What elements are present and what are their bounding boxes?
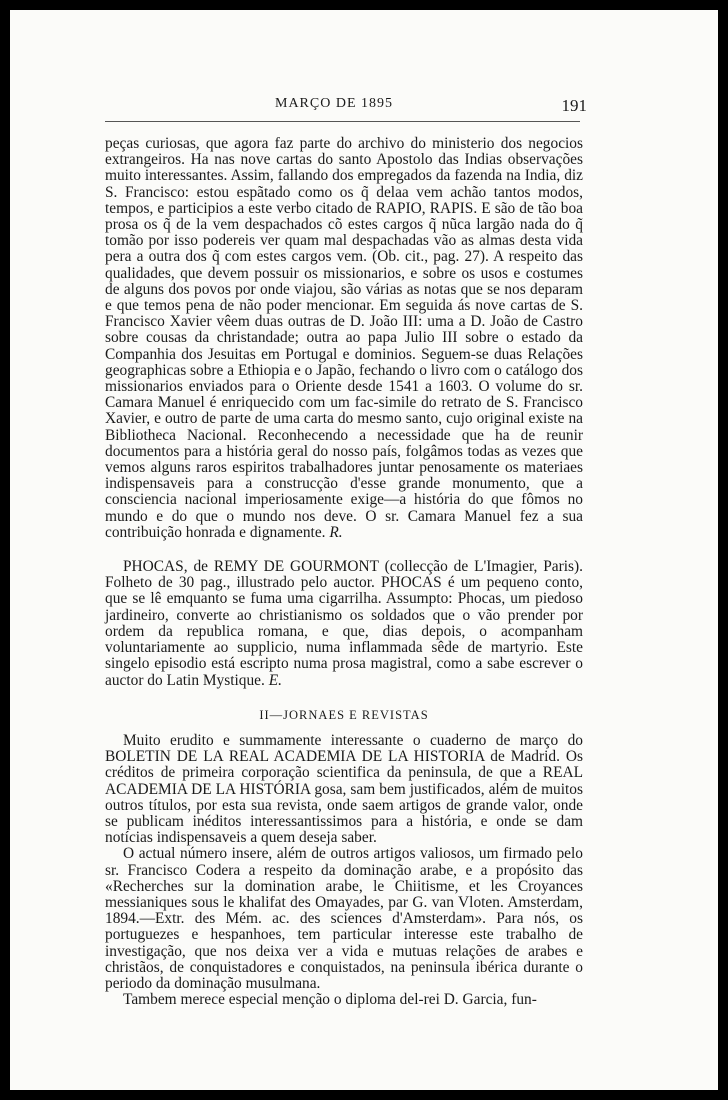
paragraph: Tambem merece especial menção o diploma del-rei D. Garcia, fun- bbox=[123, 991, 537, 1009]
review-text: peças curiosas, que agora faz parte do archivo do ministerio dos negocios extrangeiros. Ha nas nove cartas do santo Apostolo das Indias observações muito interessantes. Assim, fallando dos empregados da fazenda na India, diz S. Francisco: estou espãtado como os q̃ delaa vem achão tantos modos, tempos, e participios a este verbo citado de RAPIO, RAPIS. E são de tão boa prosa os q̃ de la vem despachados cõ estes cargos q̃ nũca largão nada do q̃ tomão por isso podereis ver quam mal despachadas vão as almas desta vida pera a outra dos q̃ com estes cargos vem. (Ob. cit., pag. 27). A respeito das qualidades, que devem possuir os missionarios, e sobre os usos e costumes de alguns dos povos por onde viajou, são várias as notas que se nos deparam e que temos pena de não poder mencionar. Em seguida ás nove cartas de S. Francisco Xavier vêem duas outras de D. João III: uma a D. João de Castro sobre cousas da christandade; outra ao papa Julio III sobre o estado da Companhia dos Jesuitas em Portugal e dominios. Seguem-se duas Relações geographicas sobre a Ethiopia e o Japão, fechando o livro com o catálogo dos missionarios enviados para o Oriente desde 1541 a 1603. O volume do sr. Camara Manuel é enriquecido com um fac-simile do retrato de S. Francisco Xavier, e outro de parte de uma carta do mesmo santo, cujo original existe na Bibliotheca Nacional. Reconhecendo a necessidade que ha de reunir documentos para a história geral do nosso país, folgâmos todas as vezes que vemos alguns raros espiritos trabalhadores juntar penosamente os materiaes indispensaveis para a construcção d'esse grande monumento, que a consciencia nacional imperiosamente exige—a história do que fômos no mundo e do que o mundo nos deve. O sr. Camara Manuel fez a sua contribuição honrada e dignamente. bbox=[105, 135, 583, 541]
review-signature: R. bbox=[329, 523, 343, 541]
review-text: PHOCAS, de REMY DE GOURMONT (collecção de L'Imagier, Paris). Folheto de 30 pag., illustrado pelo auctor. PHOCAS é um pequeno conto, que se lê emquanto se fuma uma cigarrilha. Assumpto: Phocas, um piedoso jardineiro, converte ao christianismo os soldados que o vão prender por ordem da republica romana, e que, dias depois, o acompanham voluntariamente ao supplicio, numa inflammada sêde de martyrio. Este singelo episodio está escripto numa prosa magistral, como a sabe escrever o auctor do Latin Mystique. bbox=[105, 558, 583, 689]
review-paragraph bbox=[105, 136, 583, 541]
paragraph: O actual número insere, além de outros artigos valiosos, um firmado pelo sr. Francisco Codera a respeito da dominação arabe, e a propósito das «Recherches sur la domination arabe, le Chiitisme, et les Croyances messianiques sous le khalifat des Omayades, par G. van Vloten. Amsterdam, 1894.—Extr. des Mém. ac. des sciences d'Amsterdam». Para nós, os portuguezes e hespanhoes, tem particular interesse este trabalho de investigação, que nos deixa ver a vida e mutuas relações de arabes e christãos, de conquistadores e conquistados, na peninsula ibérica durante o periodo da dominação musulmana. bbox=[105, 845, 583, 992]
review-signature: E. bbox=[268, 671, 282, 689]
section-gap bbox=[105, 689, 583, 707]
page-number: 191 bbox=[561, 96, 587, 115]
paragraph-gap bbox=[105, 541, 583, 559]
running-head: MARÇO DE 1895 bbox=[275, 96, 394, 111]
section-title: II—JORNAES E REVISTAS bbox=[259, 707, 429, 722]
page-header bbox=[105, 94, 585, 120]
book-page bbox=[10, 10, 718, 1090]
review-paragraph bbox=[105, 559, 583, 689]
body-text bbox=[105, 136, 583, 1008]
paragraph: Muito erudito e summamente interessante o cuaderno de março do BOLETIN DE LA REAL ACADEMIA DE LA HISTORIA de Madrid. Os créditos de primeira corporação scientifica da peninsula, de que a REAL ACADEMIA DE LA HISTÓRIA gosa, sam bem justificados, além de muitos outros títulos, por esta sua revista, onde saem artigos de grande valor, onde se publicam inéditos interessantissimos para a história, e onde se dam notícias indispensaveis a quem deseja saber. bbox=[105, 731, 583, 847]
header-rule bbox=[105, 121, 580, 122]
